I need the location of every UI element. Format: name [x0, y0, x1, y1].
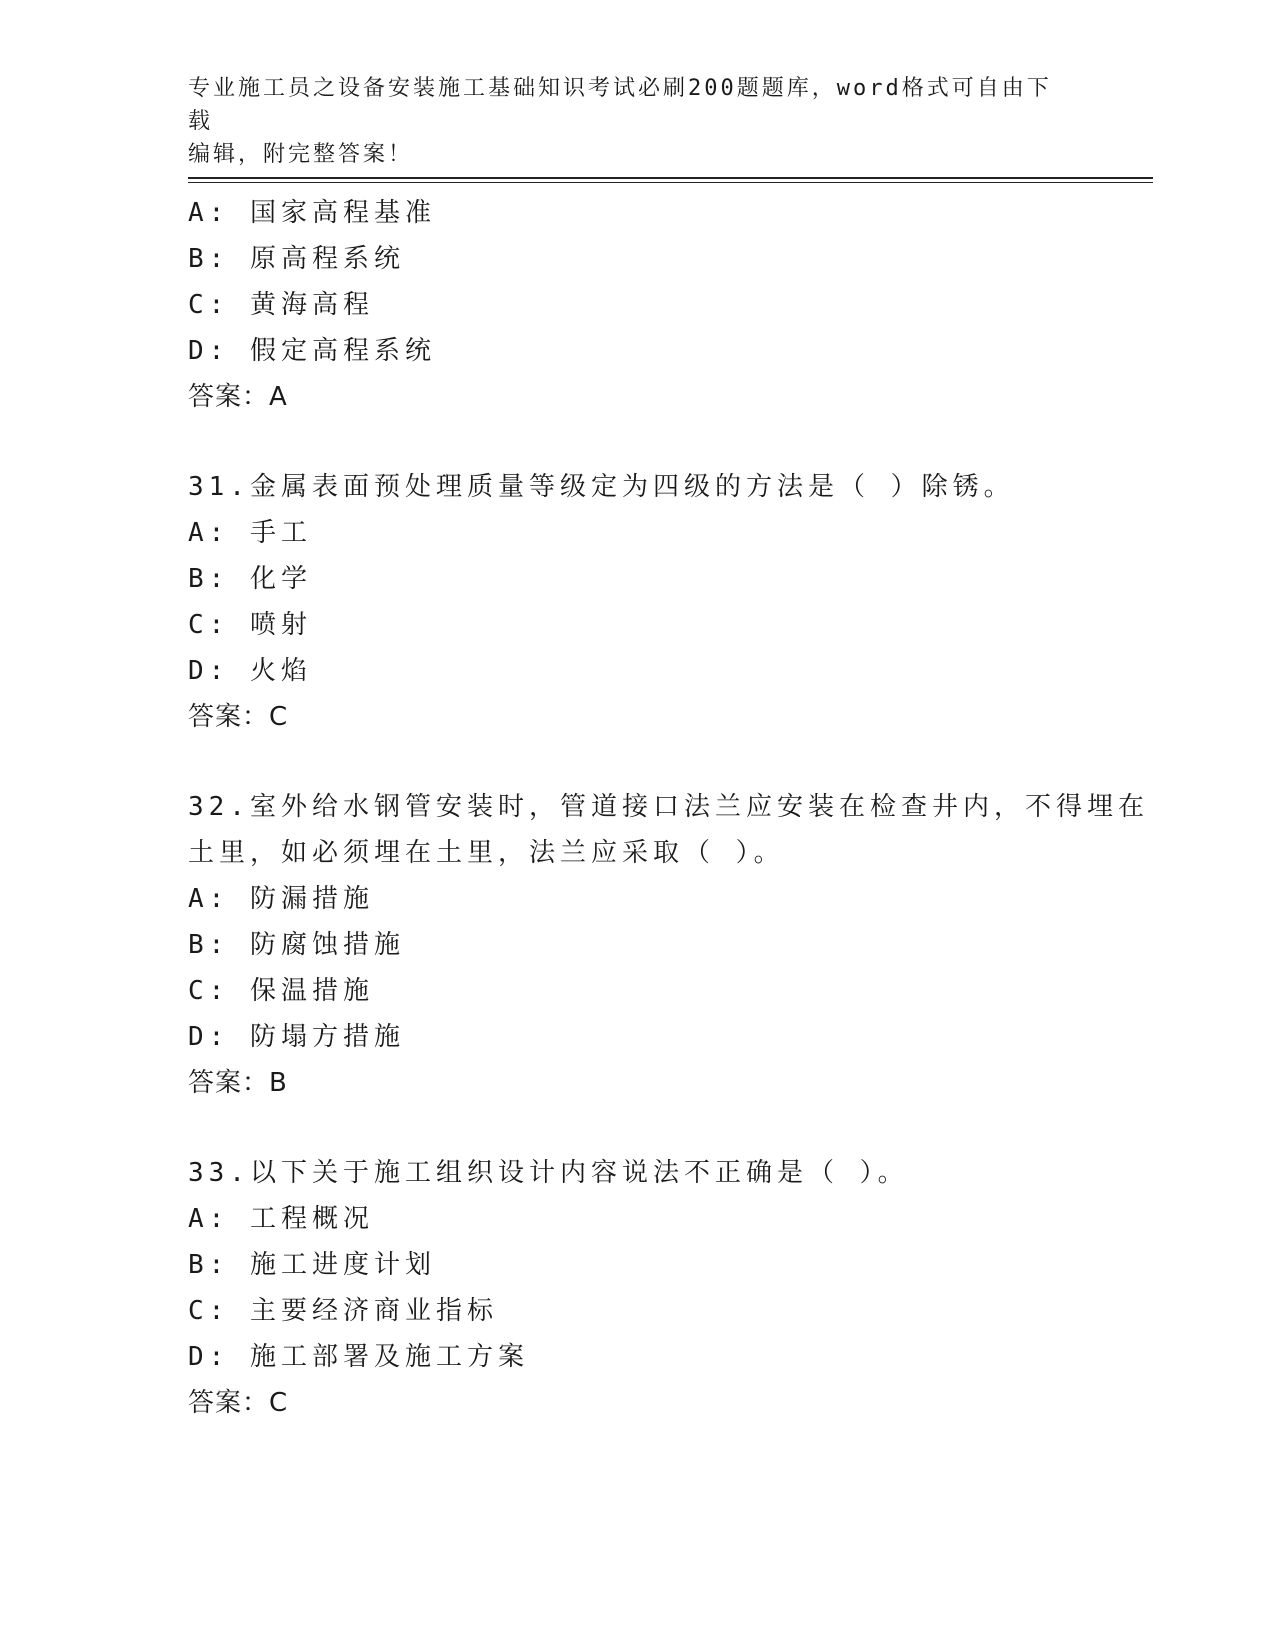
question-list [188, 190, 1149, 1470]
option-d: D: 假定高程系统 [188, 336, 436, 366]
header-title-line-1: 专业施工员之设备安装施工基础知识考试必刷200题题库，word格式可自由下载 [188, 76, 1052, 134]
option-c: C: 黄海高程 [188, 290, 374, 320]
question-text: 31.金属表面预处理质量等级定为四级的方法是（ ）除锈。 [188, 472, 1015, 502]
option-b: B: 施工进度计划 [188, 1250, 436, 1280]
option-a: A: 工程概况 [188, 1204, 374, 1234]
question-block [188, 784, 1149, 1106]
header-divider [188, 177, 1153, 183]
option-a: A: 国家高程基准 [188, 198, 436, 228]
answer-line: 答案：C [188, 702, 289, 732]
option-a: A: 手工 [188, 518, 312, 548]
option-a: A: 防漏措施 [188, 884, 374, 914]
answer-line: 答案：A [188, 382, 288, 412]
question-text: 33.以下关于施工组织设计内容说法不正确是（ ）。 [188, 1158, 909, 1188]
question-block [188, 190, 1088, 420]
option-d: D: 施工部署及施工方案 [188, 1342, 529, 1372]
question-text-line-2: 土里，如必须埋在土里，法兰应采取（ ）。 [188, 838, 785, 868]
option-b: B: 化学 [188, 564, 312, 594]
question-block [188, 464, 1088, 740]
option-b: B: 防腐蚀措施 [188, 930, 405, 960]
option-c: C: 保温措施 [188, 976, 374, 1006]
question-block [188, 1150, 1088, 1426]
option-d: D: 火焰 [188, 656, 312, 686]
option-c: C: 主要经济商业指标 [188, 1296, 498, 1326]
answer-line: 答案：C [188, 1388, 289, 1418]
option-d: D: 防塌方措施 [188, 1022, 405, 1052]
option-b: B: 原高程系统 [188, 244, 405, 274]
header-title-line-2: 编辑，附完整答案！ [188, 142, 414, 167]
document-header [188, 72, 1068, 171]
option-c: C: 喷射 [188, 610, 312, 640]
question-text-line-1: 32.室外给水钢管安装时，管道接口法兰应安装在检查井内，不得埋在 [188, 792, 1149, 822]
answer-line: 答案：B [188, 1068, 288, 1098]
